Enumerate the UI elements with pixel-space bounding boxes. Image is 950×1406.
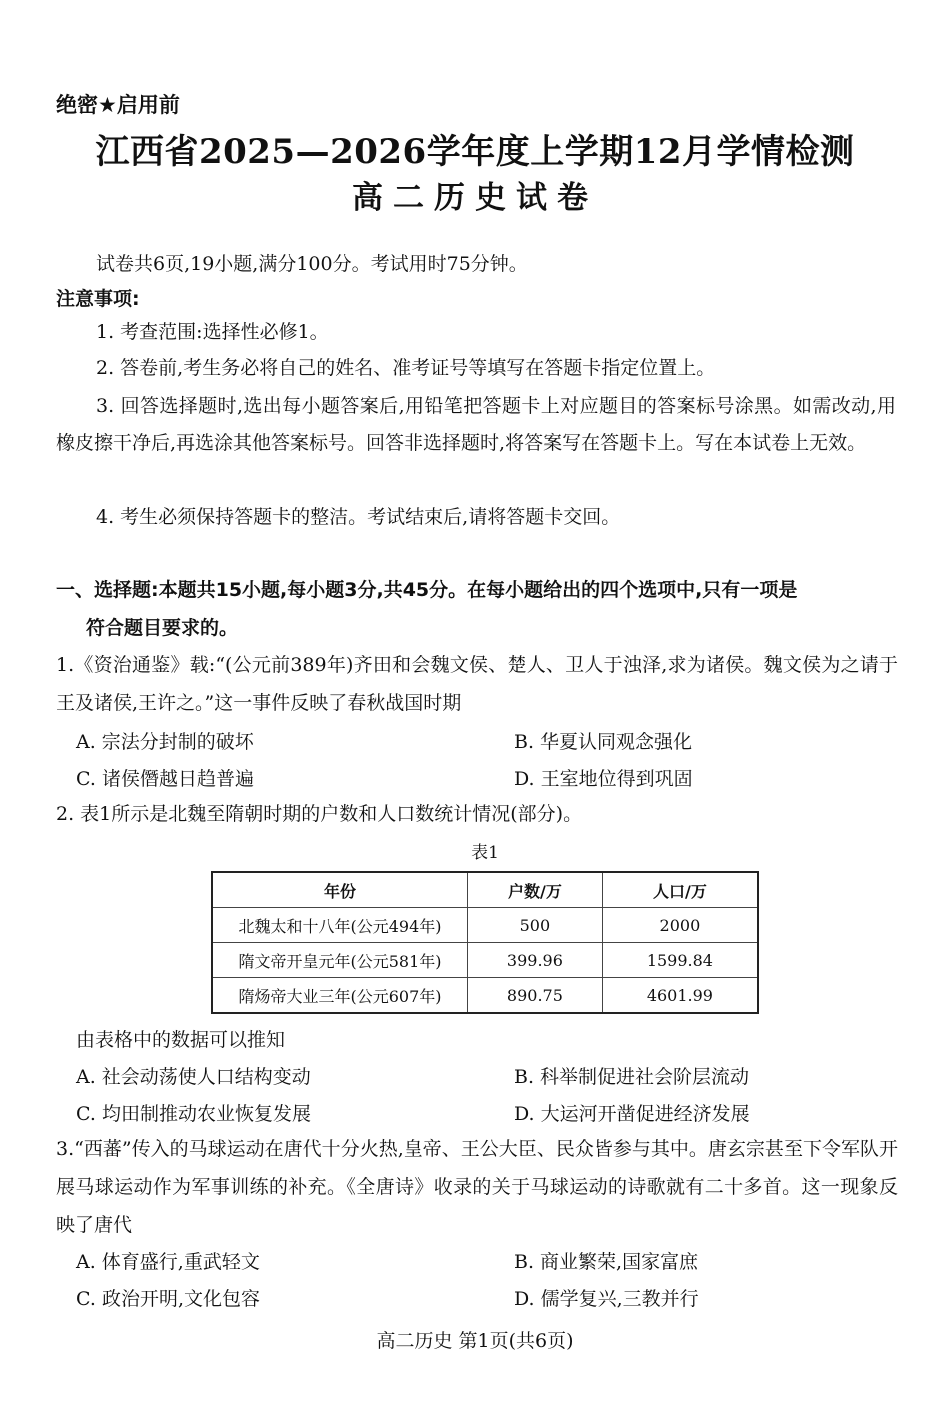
notes-heading: 注意事项: bbox=[56, 288, 140, 310]
table-cell: 隋文帝开皇元年(公元581年) bbox=[212, 943, 468, 978]
table-cell: 隋炀帝大业三年(公元607年) bbox=[212, 978, 468, 1014]
table-header: 年份 bbox=[212, 872, 468, 908]
q1-option-b: B. 华夏认同观念强化 bbox=[514, 731, 693, 753]
exam-subtitle: 高二历史试卷 bbox=[352, 180, 598, 216]
q2-option-b: B. 科举制促进社会阶层流动 bbox=[514, 1066, 750, 1088]
table-cell: 1599.84 bbox=[602, 943, 758, 978]
page-footer: 高二历史 第1页(共6页) bbox=[376, 1330, 574, 1352]
note-item: 2. 答卷前,考生务必将自己的姓名、准考证号等填写在答题卡指定位置上。 bbox=[96, 357, 716, 379]
question-2-follow: 由表格中的数据可以推知 bbox=[76, 1029, 286, 1051]
intro-text: 试卷共6页,19小题,满分100分。考试用时75分钟。 bbox=[96, 253, 528, 275]
table-cell: 4601.99 bbox=[602, 978, 758, 1014]
q2-option-c: C. 均田制推动农业恢复发展 bbox=[76, 1103, 311, 1125]
table-header: 人口/万 bbox=[602, 872, 758, 908]
table-cell: 北魏太和十八年(公元494年) bbox=[212, 908, 468, 943]
q3-option-a: A. 体育盛行,重武轻文 bbox=[76, 1251, 260, 1273]
q3-option-d: D. 儒学复兴,三教并行 bbox=[514, 1288, 699, 1310]
table-header: 户数/万 bbox=[468, 872, 603, 908]
exam-title: 江西省2025—2026学年度上学期12月学情检测 bbox=[95, 132, 855, 172]
q1-option-a: A. 宗法分封制的破坏 bbox=[76, 731, 254, 753]
table-row bbox=[212, 908, 758, 943]
note-item: 1. 考查范围:选择性必修1。 bbox=[96, 321, 329, 343]
note-item: 3. 回答选择题时,选出每小题答案后,用铅笔把答题卡上对应题目的答案标号涂黑。如需改动,用橡皮擦干净后,再选涂其他答案标号。回答非选择题时,将答案写在答题卡上。写在本试卷上无效。 bbox=[56, 395, 896, 454]
secret-label: 绝密★启用前 bbox=[56, 93, 180, 117]
note-item: 4. 考生必须保持答题卡的整洁。考试结束后,请将答题卡交回。 bbox=[96, 506, 621, 528]
section-heading-cont: 符合题目要求的。 bbox=[86, 617, 239, 639]
table-cell: 2000 bbox=[602, 908, 758, 943]
table-cell: 399.96 bbox=[468, 943, 603, 978]
question-1-stem: 1.《资治通鉴》载:“(公元前389年)齐田和会魏文侯、楚人、卫人于浊泽,求为诸侯。魏文侯为之请于王及诸侯,王许之。”这一事件反映了春秋战国时期 bbox=[56, 654, 898, 714]
q1-option-c: C. 诸侯僭越日趋普遍 bbox=[76, 768, 254, 790]
section-heading: 一、选择题:本题共15小题,每小题3分,共45分。在每小题给出的四个选项中,只有一项是 bbox=[56, 579, 798, 601]
q1-option-d: D. 王室地位得到巩固 bbox=[514, 768, 693, 790]
table-header-row bbox=[212, 872, 758, 908]
q3-option-c: C. 政治开明,文化包容 bbox=[76, 1288, 260, 1310]
q2-option-a: A. 社会动荡使人口结构变动 bbox=[76, 1066, 311, 1088]
question-3-stem: 3.“西蕃”传入的马球运动在唐代十分火热,皇帝、王公大臣、民众皆参与其中。唐玄宗甚至下令军队开展马球运动作为军事训练的补充。《全唐诗》收录的关于马球运动的诗歌就有二十多首。这一现象反映了唐代 bbox=[56, 1138, 898, 1236]
table-cell: 890.75 bbox=[468, 978, 603, 1014]
table-row bbox=[212, 943, 758, 978]
table-cell: 500 bbox=[468, 908, 603, 943]
question-2-stem: 2. 表1所示是北魏至隋朝时期的户数和人口数统计情况(部分)。 bbox=[56, 803, 583, 825]
table-row bbox=[212, 978, 758, 1014]
population-table bbox=[211, 871, 759, 1014]
q2-option-d: D. 大运河开凿促进经济发展 bbox=[514, 1103, 750, 1125]
table-caption: 表1 bbox=[471, 843, 499, 863]
q3-option-b: B. 商业繁荣,国家富庶 bbox=[514, 1251, 699, 1273]
